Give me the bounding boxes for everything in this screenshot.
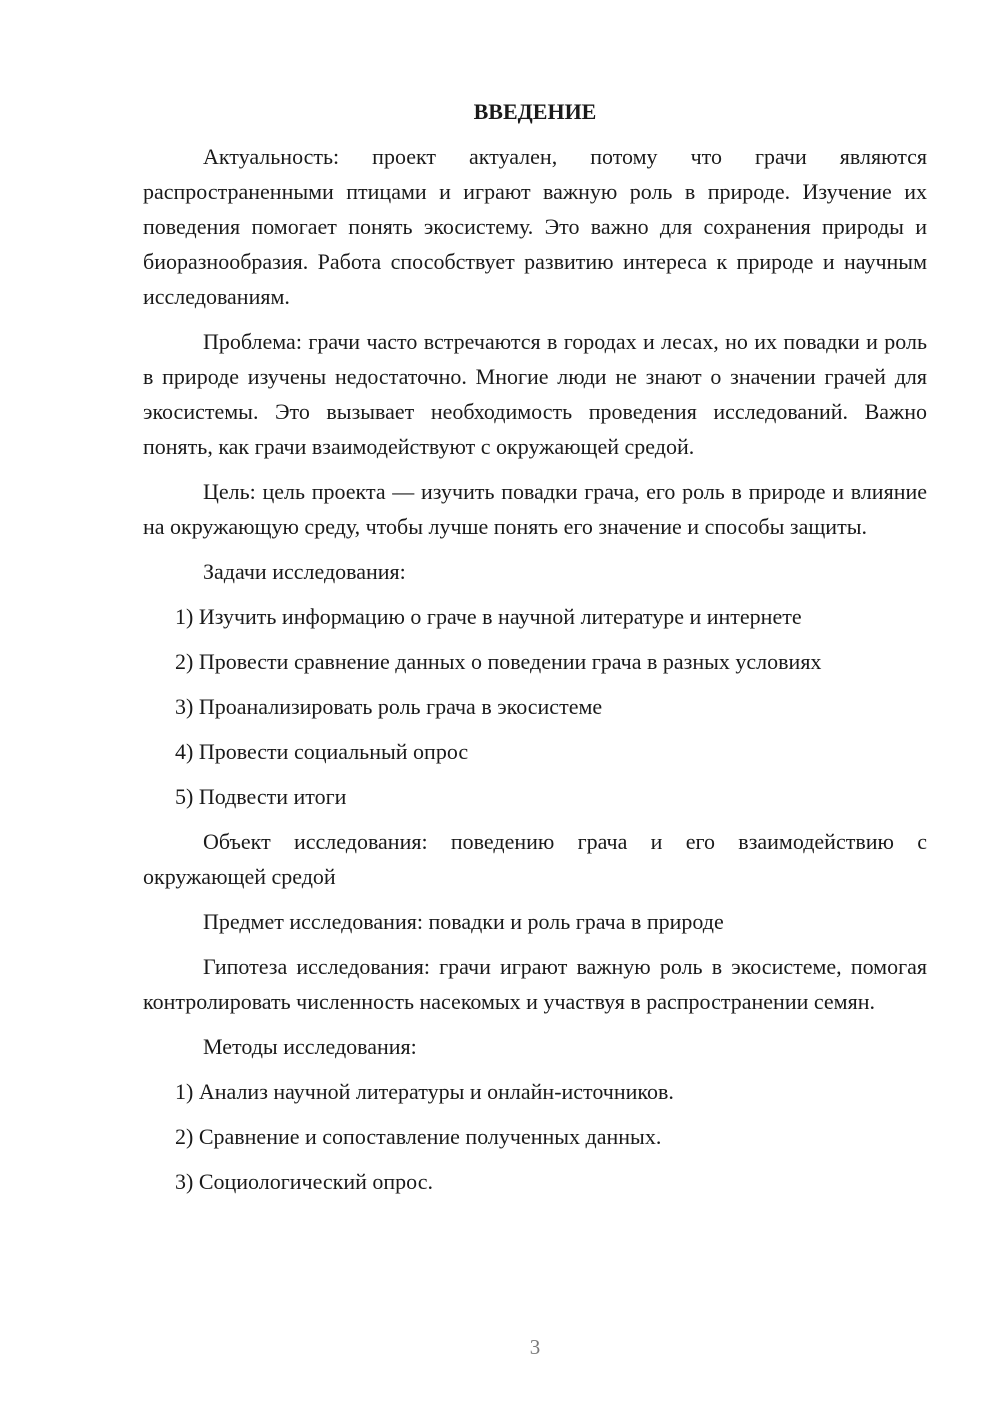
list-item: 3) Социологический опрос. (175, 1169, 433, 1194)
problem-paragraph: Проблема: грачи часто встречаются в городах и лесах, но их повадки и роль в природе изучены недостаточно. Многие люди не знают о значении грачей для экосистемы. Это вызывает необходимость проведения исследований. Важно понять, как грачи взаимодействуют с окружающей средой. (143, 329, 927, 459)
list-item: 1) Изучить информацию о граче в научной литературе и интернете (175, 604, 802, 629)
tasks-heading: Задачи исследования: (203, 559, 406, 584)
list-item: 1) Анализ научной литературы и онлайн-источников. (175, 1079, 674, 1104)
list-item: 5) Подвести итоги (175, 784, 347, 809)
object-paragraph: Объект исследования: поведению грача и его взаимодействию с окружающей средой (143, 829, 927, 889)
list-item: 3) Проанализировать роль грача в экосистеме (175, 694, 603, 719)
section-title: ВВЕДЕНИЕ (473, 99, 597, 124)
list-item: 4) Провести социальный опрос (175, 739, 469, 764)
relevance-paragraph: Актуальность: проект актуален, потому что грачи являются распространенными птицами и играют важную роль в природе. Изучение их поведения помогает понять экосистему. Это важно для сохранения природы и биоразнообразия. Работа способствует развитию интереса к природе и научным исследованиям. (143, 144, 927, 309)
page-content (143, 94, 927, 1209)
list-item: 2) Провести сравнение данных о поведении грача в разных условиях (175, 649, 822, 674)
methods-heading: Методы исследования: (203, 1034, 417, 1059)
page-number: 3 (529, 1335, 541, 1359)
subject-paragraph: Предмет исследования: повадки и роль грача в природе (203, 909, 724, 934)
goal-paragraph: Цель: цель проекта — изучить повадки грача, его роль в природе и влияние на окружающую среду, чтобы лучше понять его значение и способы защиты. (143, 479, 927, 539)
hypothesis-paragraph: Гипотеза исследования: грачи играют важную роль в экосистеме, помогая контролировать численность насекомых и участвуя в распространении семян. (143, 954, 927, 1014)
list-item: 2) Сравнение и сопоставление полученных данных. (175, 1124, 662, 1149)
tasks-list (143, 599, 927, 814)
methods-list (143, 1074, 927, 1199)
